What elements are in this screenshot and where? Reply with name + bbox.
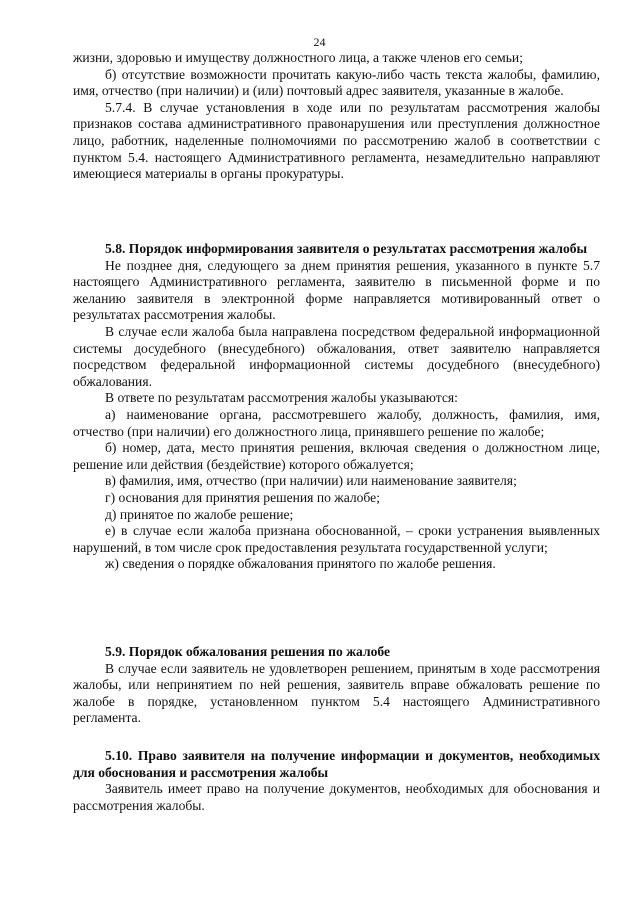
list-item: ж) сведения о порядке обжалования принятого по жалобе решения. xyxy=(105,556,496,572)
page-number: 24 xyxy=(313,35,326,49)
section-5-8-paragraph-3: В ответе по результатам рассмотрения жалобы указываются: xyxy=(105,390,458,406)
intro-section xyxy=(73,50,600,183)
section-5-9-heading: 5.9. Порядок обжалования решения по жалобе xyxy=(105,644,391,659)
list-item: б) номер, дата, место принятия решения, включая сведения о должностном лице, решение или действия (бездействие) которого обжалуется; xyxy=(73,440,600,472)
section-5-10-heading: 5.10. Право заявителя на получение информации и документов, необходимых для обоснования и рассмотрения жалобы xyxy=(73,748,600,780)
section-5-8-paragraph-2: В случае если жалоба была направлена посредством федеральной информационной системы досудебного (внесудебного) обжалования, ответ заявителю направляется посредством федеральной информационной системы досудебного (внесудебного) обжалования. xyxy=(73,323,600,389)
section-5-8-heading: 5.8. Порядок информирования заявителя о результатах рассмотрения жалобы xyxy=(105,241,588,256)
section-5-10-paragraph-1: Заявитель имеет право на получение документов, необходимых для обоснования и рассмотрения жалобы. xyxy=(73,781,600,813)
section-5-8 xyxy=(73,241,600,573)
list-item: д) принятое по жалобе решение; xyxy=(105,506,294,522)
list-item: в) фамилия, имя, отчество (при наличии) или наименование заявителя; xyxy=(105,473,517,489)
list-item: г) основания для принятия решения по жалобе; xyxy=(105,489,380,505)
list-item: е) в случае если жалоба признана обоснованной, – сроки устранения выявленных нарушений, в том числе срок предоставления результата государственной услуги; xyxy=(73,523,600,555)
section-5-9-paragraph-1: В случае если заявитель не удовлетворен решением, принятым в ходе рассмотрения жалобы, или непринятием по ней решения, заявитель вправе обжаловать решение по жалобе в порядке, установленном пунктом 5.4 настоящего Административного регламента. xyxy=(73,660,600,726)
intro-paragraph-3: 5.7.4. В случае установления в ходе или по результатам рассмотрения жалобы признаков состава административного правонарушения или преступления должностное лицо, работник, наделенные полномочиями по рассмотрению жалоб в соответствии с пунктом 5.4. настоящего Административного регламента, незамедлительно направляют имеющиеся материалы в органы прокуратуры. xyxy=(73,99,600,182)
section-5-9 xyxy=(73,644,600,727)
intro-paragraph-2: б) отсутствие возможности прочитать какую-либо часть текста жалобы, фамилию, имя, отчество (при наличии) и (или) почтовый адрес заявителя, указанные в жалобе. xyxy=(73,66,600,99)
section-5-8-paragraph-1: Не позднее дня, следующего за днем принятия решения, указанного в пункте 5.7 настоящего Административного регламента, заявителю в письменной форме и по желанию заявителя в электронной форме направляется мотивированный ответ о результатах рассмотрения жалобы. xyxy=(73,257,600,323)
list-item: а) наименование органа, рассмотревшего жалобу, должность, фамилия, имя, отчество (при наличии) его должностного лица, принявшего решение по жалобе; xyxy=(73,406,600,439)
intro-paragraph-1: жизни, здоровью и имуществу должностного лица, а также членов его семьи; xyxy=(73,50,523,65)
section-5-10 xyxy=(73,748,600,814)
